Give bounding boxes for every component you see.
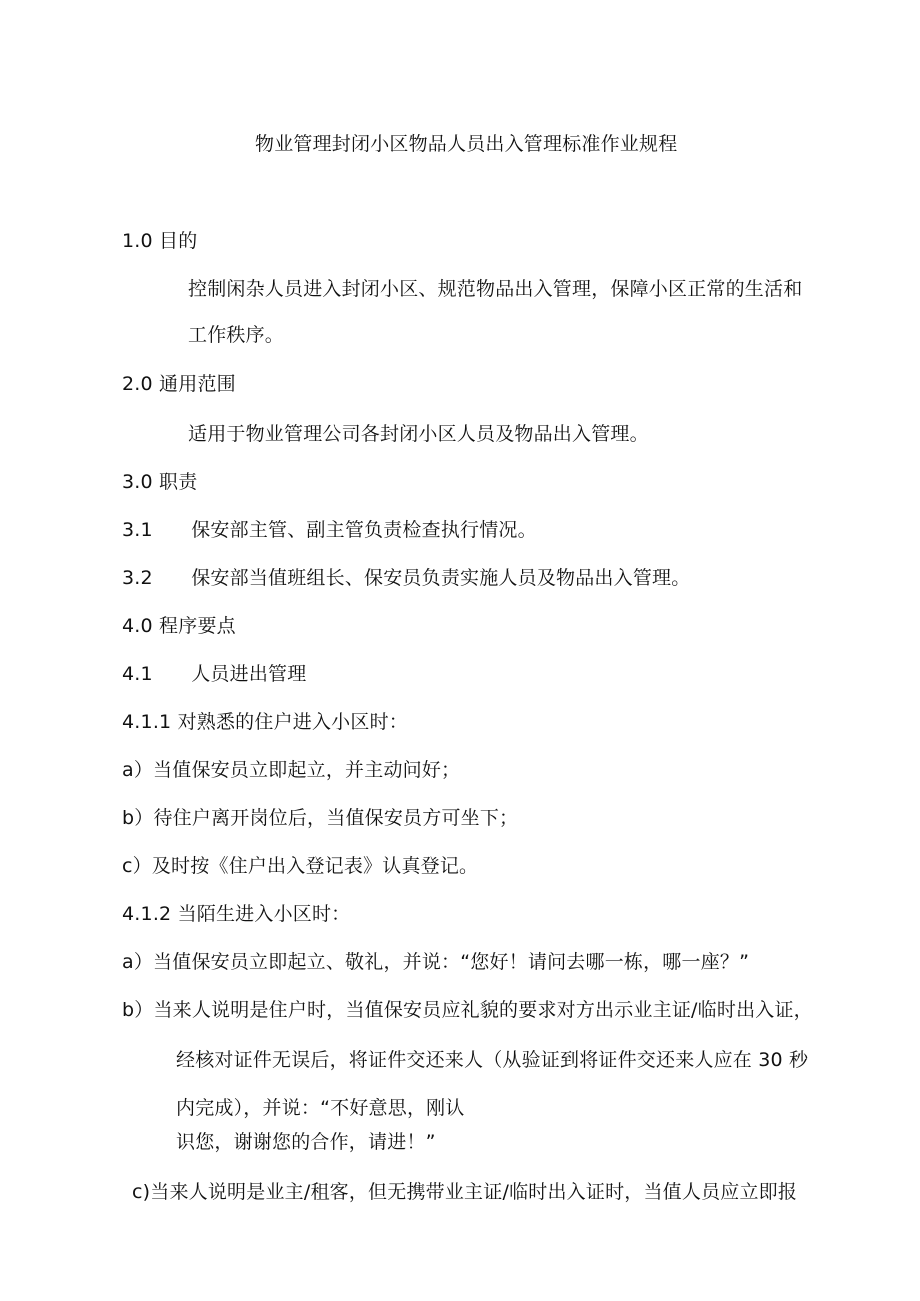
- section-heading-procedure: 4.0 程序要点: [122, 615, 236, 637]
- list-item: 3.2 保安部当值班组长、保安员负责实施人员及物品出入管理。: [122, 567, 691, 589]
- list-item: c）及时按《住户出入登记表》认真登记。: [122, 855, 479, 877]
- section-heading-purpose: 1.0 目的: [122, 230, 198, 252]
- paragraph-line: 内完成），并说：“不好意思，刚认: [176, 1097, 465, 1119]
- list-item: a）当值保安员立即起立、敬礼，并说：“您好！请问去哪一栋，哪一座？”: [122, 951, 750, 973]
- list-item: b）待住户离开岗位后，当值保安员方可坐下；: [122, 807, 519, 829]
- section-heading-duties: 3.0 职责: [122, 471, 198, 493]
- page-title: 物业管理封闭小区物品人员出入管理标准作业规程: [255, 133, 678, 155]
- subsection-heading: 4.1.1 对熟悉的住户进入小区时：: [122, 711, 408, 733]
- paragraph-line: 控制闲杂人员进入封闭小区、规范物品出入管理，保障小区正常的生活和: [188, 278, 803, 300]
- subsection-heading: 4.1.2 当陌生进入小区时：: [122, 903, 351, 925]
- subsection-heading: 4.1 人员进出管理: [122, 663, 307, 685]
- list-item: c)当来人说明是业主/租客，但无携带业主证/临时出入证时，当值人员应立即报: [132, 1181, 798, 1203]
- list-item: a）当值保安员立即起立，并主动问好；: [122, 759, 461, 781]
- paragraph-line: 识您，谢谢您的合作，请进！”: [176, 1131, 436, 1153]
- list-item: 3.1 保安部主管、副主管负责检查执行情况。: [122, 519, 537, 541]
- paragraph-line: 经核对证件无误后，将证件交还来人（从验证到将证件交还来人应在 30 秒: [176, 1049, 809, 1071]
- paragraph-line: 适用于物业管理公司各封闭小区人员及物品出入管理。: [188, 423, 649, 445]
- section-heading-scope: 2.0 通用范围: [122, 373, 236, 395]
- paragraph-line: 工作秩序。: [188, 324, 285, 346]
- list-item: b）当来人说明是住户时，当值保安员应礼貌的要求对方出示业主证/临时出入证，: [122, 999, 813, 1021]
